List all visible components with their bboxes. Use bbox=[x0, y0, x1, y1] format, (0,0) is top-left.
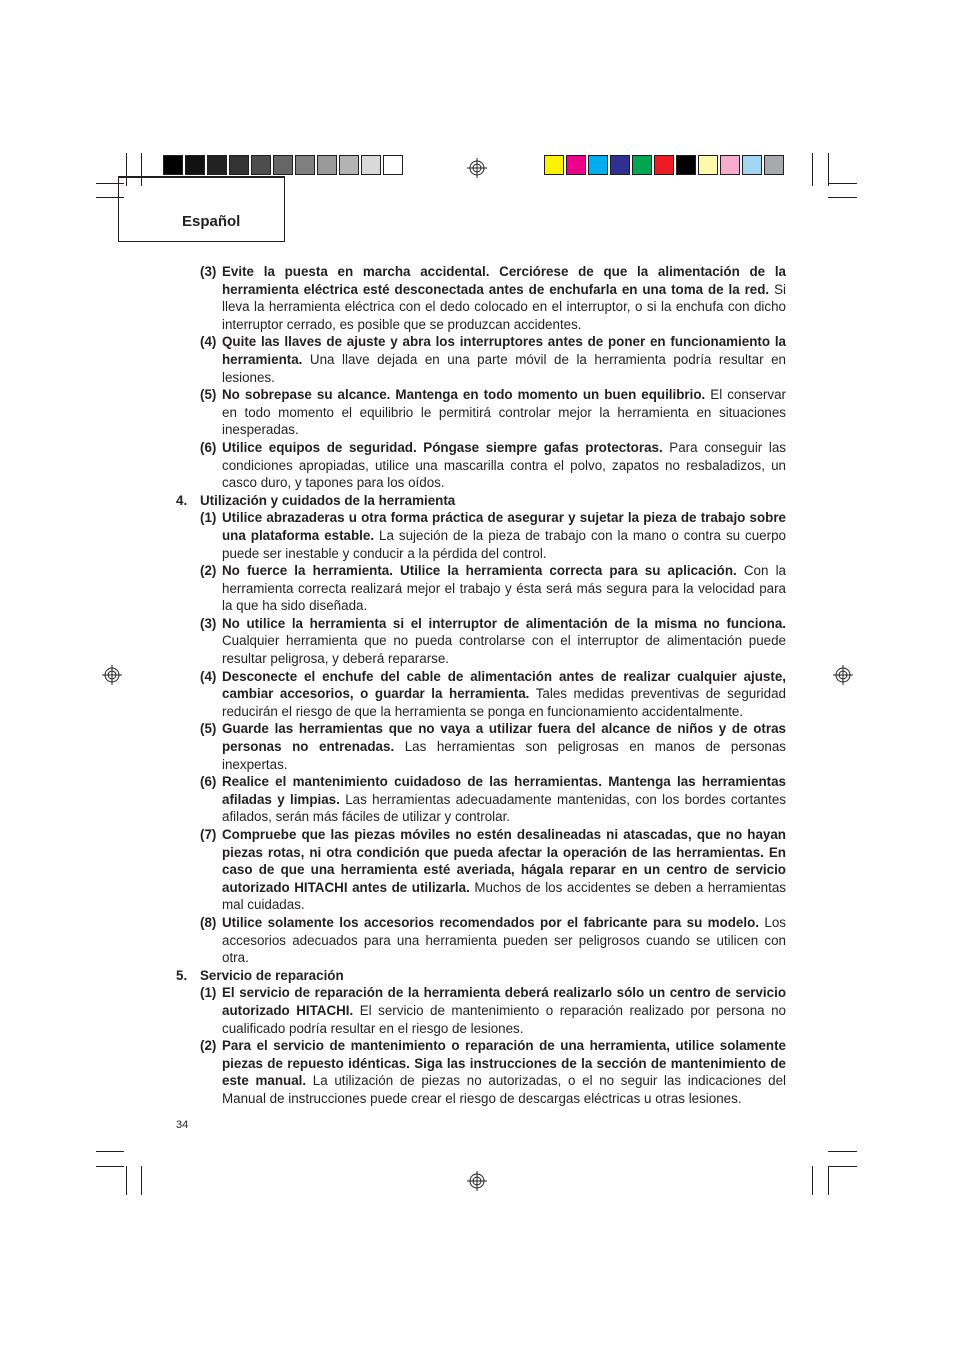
item-number: (5) bbox=[200, 721, 217, 737]
list-item bbox=[176, 333, 786, 386]
language-label: Español bbox=[182, 213, 241, 230]
list-item bbox=[176, 773, 786, 826]
item-number: (7) bbox=[200, 827, 217, 842]
item-bold-text: Guarde las herramientas que no vaya a utilizar fuera del alcance de niños y de otras personas no entrenadas. bbox=[222, 721, 786, 755]
color-swatch bbox=[361, 155, 381, 175]
item-number: (6) bbox=[200, 439, 217, 455]
item-text: Si lleva la herramienta eléctrica con el dedo colocado en el interruptor, o si la enchufa con dicho interruptor cerrado, es posible que se produzcan accidentes. bbox=[222, 281, 786, 332]
item-text: Las herramientas adecuadamente mantenidas, con los bordes cortantes afilados, serán más fáciles de utilizar y controlar. bbox=[222, 791, 786, 825]
item-number: (1) bbox=[200, 510, 217, 526]
item-text: La sujeción de la pieza de trabajo con la mano o contra su cuerpo puede ser inestable y conducir a la pérdida del control. bbox=[222, 527, 786, 561]
item-text: El conservar en todo momento el equilibrio le permitirá controlar mejor la herramienta en situaciones inesperadas. bbox=[222, 387, 786, 438]
section-title: Servicio de reparación bbox=[200, 967, 344, 983]
item-number: (4) bbox=[200, 334, 217, 350]
list-item bbox=[176, 386, 786, 439]
item-bold-text: Desconecte el enchufe del cable de alimentación antes de realizar cualquier ajuste, cambiar accesorios, o guardar la herramienta. bbox=[222, 668, 786, 702]
item-bold-text: Evite la puesta en marcha accidental. Cerciórese de que la alimentación de la herramienta eléctrica esté desconectada antes de enchufarla en una toma de la red. bbox=[222, 264, 786, 297]
item-text: Muchos de los accidentes se deben a herramientas mal cuidadas. bbox=[222, 879, 786, 913]
item-bold-text: Utilice abrazaderas u otra forma práctica de asegurar y sujetar la pieza de trabajo sobre una plataforma estable. bbox=[222, 510, 786, 543]
list-item bbox=[176, 615, 786, 668]
item-text: Para conseguir las condiciones apropiadas, utilice una mascarilla contra el polvo, zapatos no resbaladizos, un casco duro, y tapones para los oídos. bbox=[222, 439, 786, 491]
item-bold-text: No fuerce la herramienta. Utilice la herramienta correcta para su aplicación. bbox=[222, 563, 737, 579]
item-text: Las herramientas son peligrosas en manos de personas inexpertas. bbox=[222, 739, 786, 772]
language-tab-box bbox=[118, 176, 285, 242]
item-number: (4) bbox=[200, 668, 217, 684]
list-item bbox=[176, 914, 786, 967]
item-number: (3) bbox=[200, 264, 217, 279]
section-number: 5. bbox=[176, 967, 188, 983]
section-heading bbox=[176, 967, 786, 985]
color-swatch bbox=[163, 155, 183, 175]
color-swatch bbox=[742, 155, 762, 175]
registration-target-icon bbox=[833, 665, 853, 685]
color-swatch bbox=[654, 155, 674, 175]
color-bar bbox=[544, 155, 786, 175]
color-swatch bbox=[544, 155, 564, 175]
page-number: 34 bbox=[176, 1119, 189, 1131]
section-5-items bbox=[176, 984, 786, 1107]
item-bold-text: No utilice la herramienta si el interruptor de alimentación de la misma no funciona. bbox=[222, 615, 786, 631]
color-swatch bbox=[610, 155, 630, 175]
color-swatch bbox=[632, 155, 652, 175]
item-bold-text: Utilice solamente los accesorios recomendados por el fabricante para su modelo. bbox=[222, 914, 759, 930]
color-swatch bbox=[764, 155, 784, 175]
item-bold-text: Para el servicio de mantenimiento o reparación de una herramienta, utilice solamente piezas de repuesto idénticas. Siga las instrucciones de la sección de mantenimiento de este manual. bbox=[222, 1038, 786, 1089]
registration-target-icon bbox=[467, 1171, 487, 1191]
item-text: Una llave dejada en una parte móvil de la herramienta podría resultar en lesiones. bbox=[222, 351, 786, 385]
color-swatch bbox=[339, 155, 359, 175]
list-item bbox=[176, 439, 786, 492]
color-swatch bbox=[185, 155, 205, 175]
list-item bbox=[176, 984, 786, 1037]
registration-target-icon bbox=[467, 158, 487, 178]
item-number: (8) bbox=[200, 914, 217, 930]
item-number: (3) bbox=[200, 615, 217, 631]
item-bold-text: No sobrepase su alcance. Mantenga en todo momento un buen equilibrio. bbox=[222, 387, 706, 403]
item-bold-text: Utilice equipos de seguridad. Póngase siempre gafas protectoras. bbox=[222, 439, 663, 455]
page-content bbox=[176, 263, 786, 1108]
color-swatch bbox=[207, 155, 227, 175]
item-number: (2) bbox=[200, 1038, 217, 1054]
item-bold-text: Realice el mantenimiento cuidadoso de las herramientas. Mantenga las herramientas afiladas y limpias. bbox=[222, 774, 786, 807]
item-text: La utilización de piezas no autorizadas, o el no seguir las indicaciones del Manual de instrucciones puede crear el riesgo de descargas eléctricas u otras lesiones. bbox=[222, 1073, 787, 1106]
color-swatch bbox=[676, 155, 696, 175]
color-swatch bbox=[588, 155, 608, 175]
color-swatch bbox=[566, 155, 586, 175]
section-heading bbox=[176, 492, 786, 510]
item-text: Cualquier herramienta que no pueda controlarse con el interruptor de alimentación puede resultar peligrosa, y deberá repararse. bbox=[222, 633, 786, 667]
safety-items-list bbox=[176, 263, 786, 492]
item-text: Tales medidas preventivas de seguridad reducirán el riesgo de que la herramienta se ponga en funcionamiento accidentalmente. bbox=[222, 686, 786, 719]
list-item bbox=[176, 1037, 786, 1107]
grayscale-bar bbox=[163, 155, 405, 175]
item-text: Los accesorios adecuados para una herramienta pueden ser peligrosos cuando se utilicen con otra. bbox=[222, 914, 786, 966]
list-item bbox=[176, 509, 786, 562]
item-number: (2) bbox=[200, 563, 217, 579]
registration-target-icon bbox=[102, 665, 122, 685]
item-number: (6) bbox=[200, 774, 217, 790]
color-swatch bbox=[273, 155, 293, 175]
color-swatch bbox=[698, 155, 718, 175]
section-number: 4. bbox=[176, 492, 188, 508]
color-swatch bbox=[720, 155, 740, 175]
item-bold-text: Quite las llaves de ajuste y abra los interruptores antes de poner en funcionamiento la herramienta. bbox=[222, 334, 786, 367]
item-text: El servicio de mantenimiento o reparación realizado por persona no cualificado podría resultar en el riesgo de lesiones. bbox=[222, 1002, 786, 1036]
list-item bbox=[176, 720, 786, 773]
item-number: (5) bbox=[200, 387, 217, 403]
list-item bbox=[176, 668, 786, 721]
item-number: (1) bbox=[200, 985, 217, 1001]
section-4-items bbox=[176, 509, 786, 966]
color-swatch bbox=[317, 155, 337, 175]
list-item bbox=[176, 826, 786, 914]
color-swatch bbox=[229, 155, 249, 175]
section-title: Utilización y cuidados de la herramienta bbox=[200, 492, 456, 508]
list-item bbox=[176, 263, 786, 333]
color-swatch bbox=[295, 155, 315, 175]
item-text: Con la herramienta correcta realizará mejor el trabajo y ésta será más segura para la velocidad para la que ha sido diseñada. bbox=[222, 563, 786, 614]
item-bold-text: El servicio de reparación de la herramienta deberá realizarlo sólo un centro de servicio autorizado HITACHI. bbox=[222, 985, 786, 1018]
item-bold-text: Compruebe que las piezas móviles no estén desalineadas ni atascadas, que no hayan piezas rotas, ni otra condición que pueda afectar la operación de las herramientas. En caso de que una herramienta esté averiada, hágala reparar en un centro de servicio autorizado HITACHI antes de utilizarla. bbox=[222, 827, 786, 895]
color-swatch bbox=[251, 155, 271, 175]
list-item bbox=[176, 562, 786, 615]
color-swatch bbox=[383, 155, 403, 175]
